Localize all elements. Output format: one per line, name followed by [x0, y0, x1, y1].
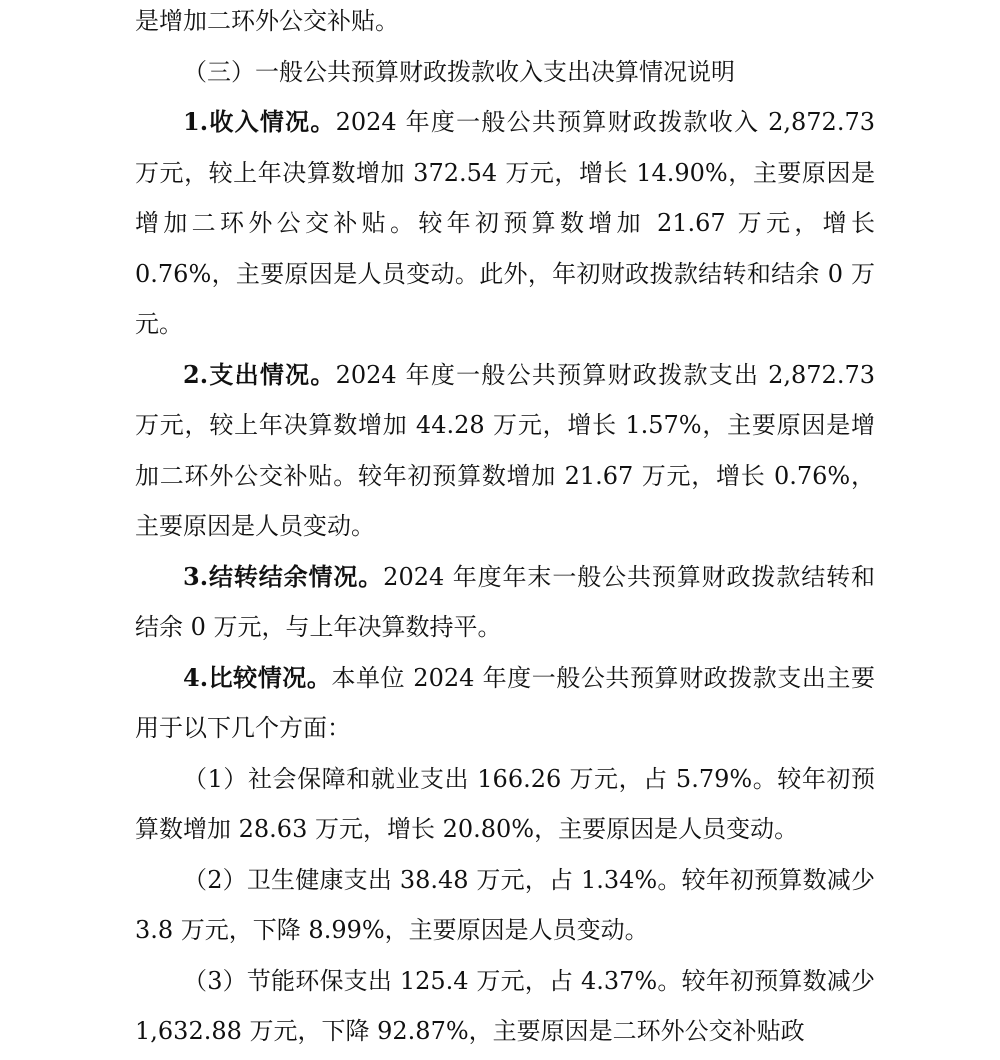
comparison-text: 本单位 2024 年度一般公共预算财政拨款支出主要用于以下几个方面：	[135, 663, 875, 742]
income-text: 2024 年度一般公共预算财政拨款收入 2,872.73 万元，较上年决算数增加 372.54 万元，增长 14.90%，主要原因是增加二环外公交补贴。较年初预算数增加 21.67 万元，增长 0.76%，主要原因是人员变动。此外，年初财政拨款结转和结余 0 万元。	[135, 108, 875, 338]
income-label: 1.收入情况。	[183, 107, 336, 136]
expenditure-text: 2024 年度一般公共预算财政拨款支出 2,872.73 万元，较上年决算数增加 44.28 万元，增长 1.57%，主要原因是增加二环外公交补贴。较年初预算数增加 21.67 万元，增长 0.76%，主要原因是人员变动。	[135, 360, 875, 540]
paragraph-income	[135, 97, 875, 350]
section-heading: （三）一般公共预算财政拨款收入支出决算情况说明	[183, 57, 735, 86]
carryover-text: 2024 年度年末一般公共预算财政拨款结转和结余 0 万元，与上年决算数持平。	[135, 562, 875, 641]
list-item-health: （2）卫生健康支出 38.48 万元，占 1.34%。较年初预算数减少 3.8 万元，下降 8.99%，主要原因是人员变动。	[135, 865, 875, 944]
list-item-social-security: （1）社会保障和就业支出 166.26 万元，占 5.79%。较年初预算数增加 28.63 万元，增长 20.80%，主要原因是人员变动。	[135, 764, 875, 843]
paragraph-continuation: 是增加二环外公交补贴。	[135, 7, 399, 35]
document-page	[135, 0, 875, 1057]
comparison-label: 4.比较情况。	[183, 662, 332, 692]
paragraph-comparison	[135, 653, 875, 754]
paragraph-expenditure	[135, 350, 875, 552]
carryover-label: 3.结转结余情况。	[183, 561, 384, 591]
list-item-energy-environment: （3）节能环保支出 125.4 万元，占 4.37%。较年初预算数减少 1,632.88 万元，下降 92.87%，主要原因是二环外公交补贴政	[135, 966, 875, 1045]
expenditure-label: 2.支出情况。	[183, 359, 336, 389]
paragraph-carryover	[135, 552, 875, 653]
